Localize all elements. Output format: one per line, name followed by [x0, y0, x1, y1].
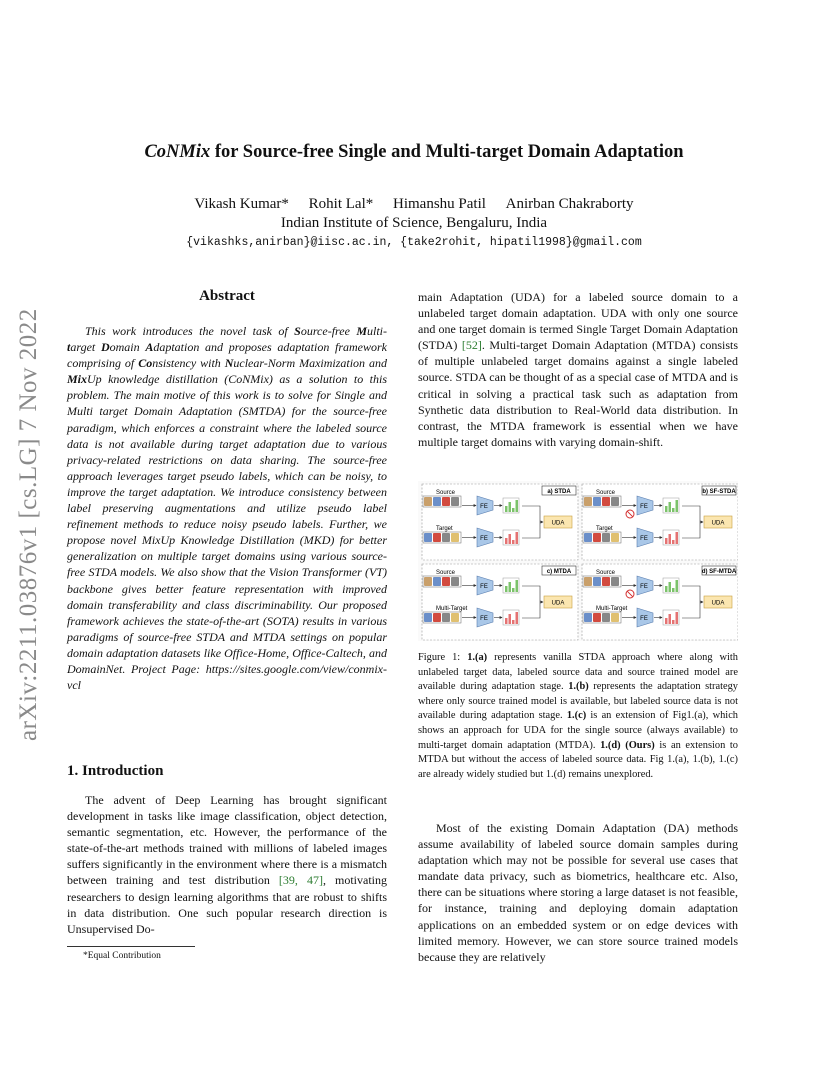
- source-label: Source: [596, 490, 616, 496]
- domain-image-thumb: [611, 497, 619, 506]
- panel-tag: b) SF-STDA: [702, 489, 736, 495]
- target-label: Multi-Target: [596, 606, 628, 612]
- domain-image-thumb: [442, 577, 450, 586]
- prediction-bar: [676, 612, 679, 624]
- prediction-bar: [676, 500, 679, 512]
- prediction-bar: [669, 614, 672, 624]
- prediction-bar: [516, 580, 519, 592]
- feature-extractor-label: FE: [480, 616, 488, 622]
- prediction-bar: [672, 588, 675, 592]
- prediction-bar: [676, 580, 679, 592]
- prediction-bar: [516, 500, 519, 512]
- prediction-bar: [512, 508, 515, 512]
- paper-title: [0, 142, 828, 163]
- prediction-bar: [505, 586, 508, 592]
- prediction-bar: [672, 508, 675, 512]
- domain-image-thumb: [602, 497, 610, 506]
- footnote-rule: [67, 946, 195, 947]
- domain-image-thumb: [593, 533, 601, 542]
- introduction-text: The advent of Deep Learning has brought significant development in tasks like image classification, object detection, semantic segmentation, etc. However, the performance of the state-of-the-art methods trained with millions of labeled images suffers significantly in the environment where there is a mismatch between training and test distribution [39, 47], motivating researchers to design learning algorithms that are robust to shifts in data distribution. One such popular research direction is Unsupervised Do-: [67, 793, 387, 936]
- prediction-bar: [512, 620, 515, 624]
- feature-extractor-label: FE: [480, 584, 488, 590]
- left-column: [67, 288, 388, 961]
- feature-extractor-label: FE: [480, 536, 488, 542]
- panel-tag: a) STDA: [547, 489, 571, 495]
- right-column: [418, 289, 739, 964]
- domain-image-thumb: [451, 533, 459, 542]
- domain-image-thumb: [451, 613, 459, 622]
- domain-image-thumb: [424, 577, 432, 586]
- domain-image-thumb: [433, 577, 441, 586]
- domain-image-thumb: [584, 497, 592, 506]
- prediction-bar: [505, 506, 508, 512]
- prediction-bar: [509, 502, 512, 512]
- prediction-bar: [665, 538, 668, 544]
- author-emails: {vikashks,anirban}@iisc.ac.in, {take2rohit, hipatil1998}@gmail.com: [186, 236, 642, 249]
- citation-link[interactable]: [52]: [461, 338, 482, 353]
- figure-1-caption: Figure 1: 1.(a) represents vanilla STDA approach where along with unlabeled target data, labeled source data and source trained model are available during adaptation stage. 1.(b) represents the adaptation strategy where only source trained model is available, but labeled source data is not available during adaptation stage. 1.(c) is an extension of Fig1.(a), which shows an approach for UDA for the single source (always available) to multi-target domain adaptation (MTDA). 1.(d) (Ours) is an extension to MTDA but without the access of labeled source data. Fig 1.(a), 1.(b), 1.(c) are already widely studied but 1.(d) remains unexplored.: [418, 652, 739, 780]
- prediction-bar: [516, 532, 519, 544]
- source-label: Source: [436, 490, 456, 496]
- feature-extractor-label: FE: [480, 504, 488, 510]
- right-paragraph-2: Most of the existing Domain Adaptation (DA) methods assume availability of labeled source domain samples during adaptation which may not be possible for several use cases that mandate data privacy, such as biometrics, healthcare etc. Also, there can be situations where storing a large dataset is not feasible, for instance, training and deploying domain adaptation applications on an embedded system or on edge devices with limited memory. However, we can store source trained models because they are relatively: [418, 821, 738, 964]
- figure-panel: [422, 564, 578, 640]
- prediction-bar: [509, 614, 512, 624]
- uda-label: UDA: [551, 600, 565, 607]
- prediction-bar: [505, 538, 508, 544]
- panel-tag: d) SF-MTDA: [701, 569, 737, 575]
- feature-extractor-label: FE: [640, 584, 648, 590]
- prediction-bar: [669, 582, 672, 592]
- domain-image-thumb: [451, 497, 459, 506]
- domain-image-thumb: [451, 577, 459, 586]
- domain-image-thumb: [424, 497, 432, 506]
- figure-panel: [582, 484, 738, 560]
- domain-image-thumb: [442, 533, 450, 542]
- introduction-heading: 1. Introduction: [67, 763, 164, 779]
- target-label: Target: [436, 526, 453, 532]
- domain-image-thumb: [584, 613, 592, 622]
- figure-1: [418, 481, 738, 641]
- prediction-bar: [516, 612, 519, 624]
- prediction-bar: [665, 586, 668, 592]
- prediction-bar: [676, 532, 679, 544]
- domain-image-thumb: [602, 533, 610, 542]
- footnote: *Equal Contribution: [83, 951, 161, 961]
- prediction-bar: [672, 540, 675, 544]
- citation-link[interactable]: [39, 47]: [278, 873, 323, 888]
- target-label: Multi-Target: [436, 606, 468, 612]
- prediction-bar: [669, 502, 672, 512]
- feature-extractor-label: FE: [640, 616, 648, 622]
- domain-image-thumb: [593, 497, 601, 506]
- uda-label: UDA: [711, 520, 725, 527]
- source-label: Source: [436, 570, 456, 576]
- domain-image-thumb: [424, 613, 432, 622]
- domain-image-thumb: [584, 577, 592, 586]
- author: Rohit Lal*: [308, 196, 374, 212]
- source-label: Source: [596, 570, 616, 576]
- author: Anirban Chakraborty: [505, 196, 634, 212]
- uda-label: UDA: [551, 520, 565, 527]
- author: Vikash Kumar*: [194, 196, 289, 212]
- domain-image-thumb: [442, 497, 450, 506]
- figure-panel: [582, 564, 738, 640]
- prediction-bar: [512, 588, 515, 592]
- domain-image-thumb: [602, 577, 610, 586]
- panel-tag: c) MTDA: [546, 569, 572, 575]
- abstract-text: This work introduces the novel task of Source-free Multi-target Domain Adaptation and proposes adaptation framework comprising of Consistency with Nuclear-Norm Maximization and MixUp knowledge distillation (CoNMix) as a solution to this problem. The main motive of this work is to solve for Single and Multi target Domain Adaptation (SMTDA) for the source-free paradigm, which enforces a constraint where the labeled source data is not available during target adaptation due to various privacy-related restrictions on data sharing. The source-free approach leverages target pseudo labels, which can be noisy, to improve the target adaptation. We introduce consistency between label preserving augmentations and utilize pseudo label refinement methods to reduce noisy pseudo labels. Further, we propose novel MixUp Knowledge Distillation (MKD) for better generalization on multiple target domains using various source-free STDA models. We also show that the Vision Transformer (VT) backbone gives better feature representation with improved domain transferability and class discriminability. Our proposed framework achieves the state-of-the-art (SOTA) results in various paradigms of source-free STDA and MTDA settings on popular domain adaptation datasets like Office-Home, Office-Caltech, and DomainNet. Project Page: https://sites.google.com/view/conmix-vcl: [67, 324, 388, 693]
- figure-panel: [422, 484, 578, 560]
- domain-image-thumb: [593, 577, 601, 586]
- domain-image-thumb: [611, 533, 619, 542]
- domain-image-thumb: [442, 613, 450, 622]
- author-list: [0, 196, 828, 213]
- author: Himanshu Patil: [393, 196, 486, 212]
- domain-image-thumb: [611, 613, 619, 622]
- title-rest: for Source-free Single and Multi-target Domain Adaptation: [210, 142, 684, 162]
- prediction-bar: [672, 620, 675, 624]
- prediction-bar: [665, 618, 668, 624]
- prediction-bar: [505, 618, 508, 624]
- feature-extractor-label: FE: [640, 536, 648, 542]
- abstract-heading: Abstract: [199, 288, 255, 304]
- domain-image-thumb: [593, 613, 601, 622]
- target-label: Target: [596, 526, 613, 532]
- uda-label: UDA: [711, 600, 725, 607]
- domain-image-thumb: [424, 533, 432, 542]
- domain-image-thumb: [433, 533, 441, 542]
- prediction-bar: [509, 534, 512, 544]
- title-method-name: CoNMix: [144, 142, 211, 162]
- prediction-bar: [509, 582, 512, 592]
- prediction-bar: [665, 506, 668, 512]
- domain-image-thumb: [602, 613, 610, 622]
- feature-extractor-label: FE: [640, 504, 648, 510]
- arxiv-identifier: arXiv:2211.03876v1 [cs.LG] 7 Nov 2022: [15, 308, 42, 742]
- domain-image-thumb: [611, 577, 619, 586]
- affiliation: Indian Institute of Science, Bengaluru, India: [280, 215, 548, 231]
- figure-1-diagram: [418, 481, 738, 641]
- domain-image-thumb: [433, 497, 441, 506]
- domain-image-thumb: [433, 613, 441, 622]
- domain-image-thumb: [584, 533, 592, 542]
- prediction-bar: [512, 540, 515, 544]
- prediction-bar: [669, 534, 672, 544]
- right-paragraph-1: main Adaptation (UDA) for a labeled source domain to a unlabeled target domain adaptation. UDA with only one source and one target domain is termed Single Target Domain Adaptation (STDA) [52]. Multi-target Domain Adaptation (MTDA) consists of multiple unlabeled target domains against a single labeled source. STDA can be thought of as a special case of MTDA and is critical in solving a practical task such as adaptation from Synthetic data distribution to Real-World data distribution. In contrast, the MTDA framework is essential when we have multiple target domains with varying domain-shift.: [418, 290, 738, 449]
